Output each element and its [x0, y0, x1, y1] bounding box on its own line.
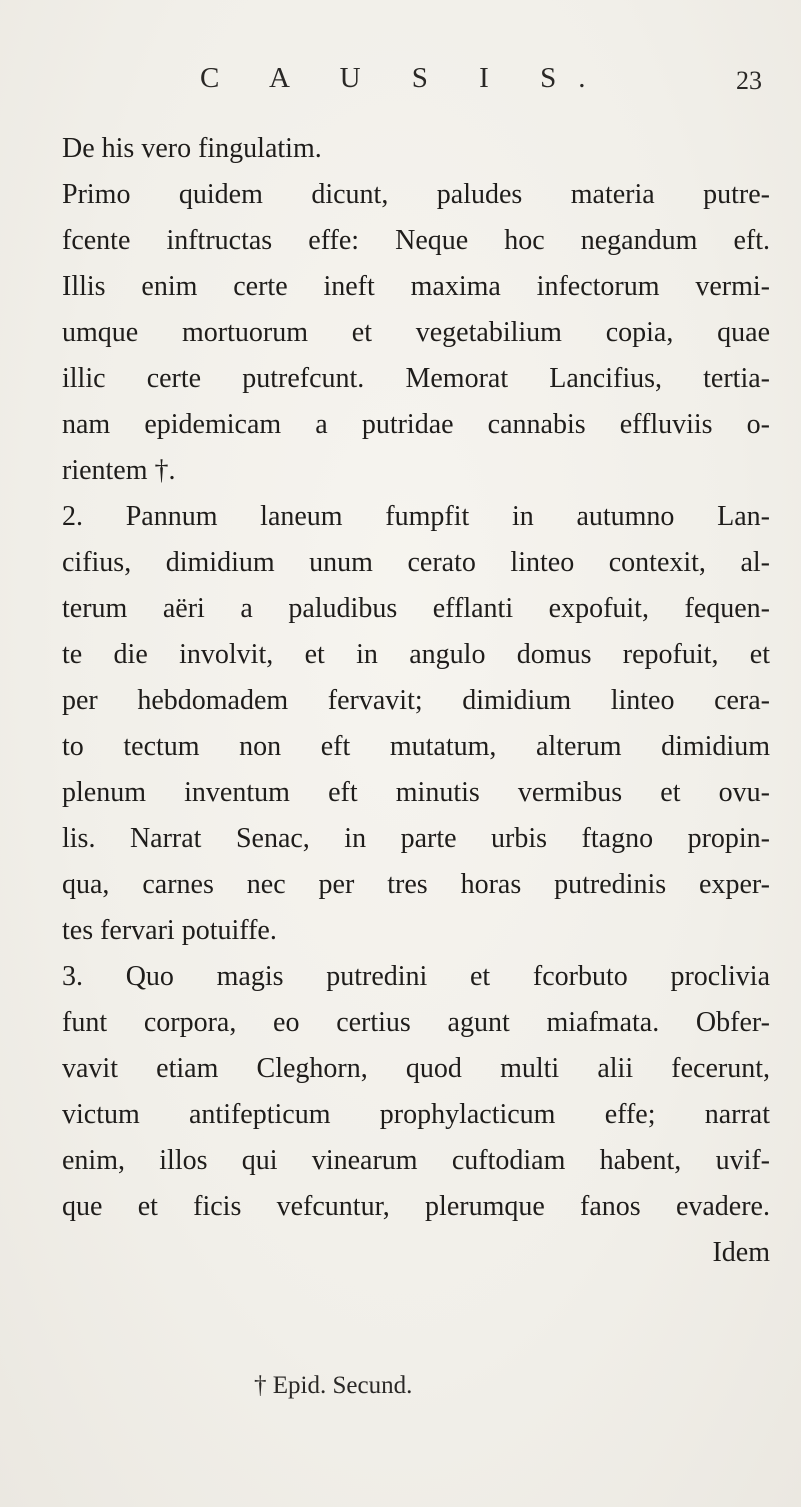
text-line: 3. Quo magis putredini et fcorbuto proclivia	[62, 961, 770, 992]
text-line: Illis enim certe ineft maxima infectorum vermi-	[62, 271, 770, 302]
text-line: illic certe putrefcunt. Memorat Lancifius, tertia-	[62, 363, 770, 394]
text-line: te die involvit, et in angulo domus repofuit, et	[62, 639, 770, 670]
text-line: tes fervari potuiffe.	[62, 915, 277, 946]
text-line: enim, illos qui vinearum cuftodiam habent, uvif-	[62, 1145, 770, 1176]
footnote: † Epid. Secund.	[254, 1372, 413, 1399]
text-line: 2. Pannum laneum fumpfit in autumno Lan-	[62, 501, 770, 532]
text-line: to tectum non eft mutatum, alterum dimidium	[62, 731, 770, 762]
text-line: plenum inventum eft minutis vermibus et ovu-	[62, 777, 770, 808]
text-line: per hebdomadem fervavit; dimidium linteo cera-	[62, 685, 770, 716]
text-line: funt corpora, eo certius agunt miafmata. Obfer-	[62, 1007, 770, 1038]
text-line: vavit etiam Cleghorn, quod multi alii fecerunt,	[62, 1053, 770, 1084]
text-line: que et ficis vefcuntur, plerumque fanos evadere.	[62, 1191, 770, 1222]
text-line: rientem †.	[62, 455, 176, 486]
body-text	[62, 126, 770, 1276]
text-line: cifius, dimidium unum cerato linteo contexit, al-	[62, 547, 770, 578]
text-line: qua, carnes nec per tres horas putredinis exper-	[62, 869, 770, 900]
text-line: nam epidemicam a putridae cannabis effluviis o-	[62, 409, 770, 440]
text-line: victum antifepticum prophylacticum effe; narrat	[62, 1099, 770, 1130]
catchword: Idem	[712, 1237, 770, 1268]
text-line: terum aëri a paludibus efflanti expofuit, fequen-	[62, 593, 770, 624]
running-title: C A U S I S.	[200, 62, 608, 94]
text-line: lis. Narrat Senac, in parte urbis ftagno propin-	[62, 823, 770, 854]
text-line: De his vero fingulatim.	[62, 133, 322, 164]
text-line: umque mortuorum et vegetabilium copia, quae	[62, 317, 770, 348]
page-number: 23	[736, 66, 762, 95]
text-line: Primo quidem dicunt, paludes materia putre-	[62, 179, 770, 210]
text-line: fcente inftructas effe: Neque hoc negandum eft.	[62, 225, 770, 256]
